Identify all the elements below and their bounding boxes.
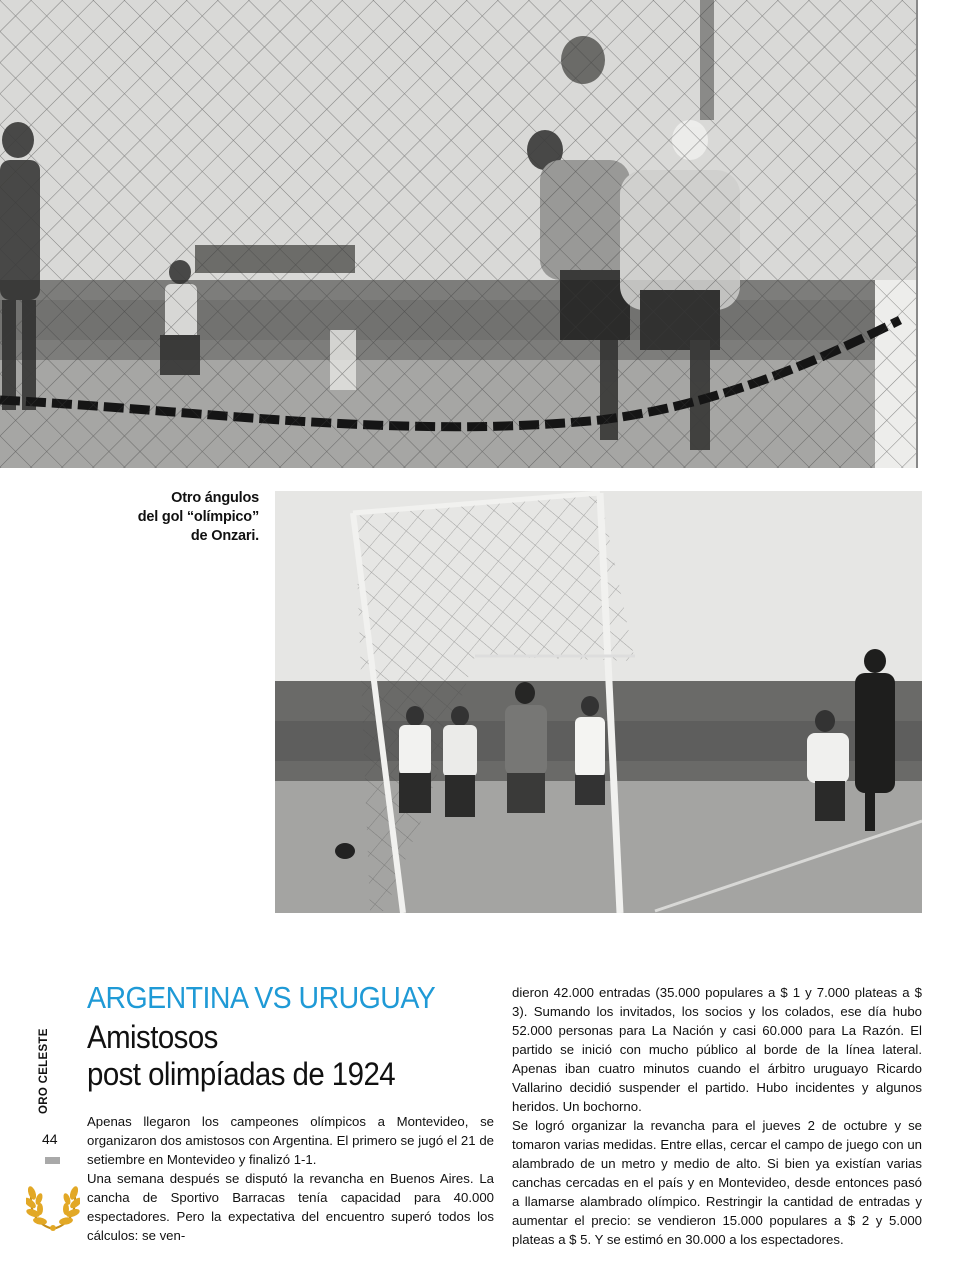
paragraph: Se logró organizar la revancha para el jueves 2 de octubre y se tomaron varias medidas. Entre ellas, cercar el campo de juego con un alambrado de un metro y medio de alto. Si bien ya existían varias canchas cercadas en el país y en Montevideo, desde entonces pasó a llamarse alambrado olímpico. Restringir la cantidad de entradas y aumentar el precio: se vendieron 15.000 populares a $ 2 y 5.000 plateas a $ 5. Y se estimó en 30.000 a los espectadores. bbox=[512, 1118, 922, 1247]
section-label: ORO CELESTE bbox=[38, 1028, 50, 1114]
article-column-right bbox=[512, 983, 922, 1249]
caption-line: Otro ángulos bbox=[171, 490, 259, 506]
article-kicker: ARGENTINA VS URUGUAY bbox=[87, 980, 436, 1015]
paragraph: Apenas llegaron los campeones olímpicos a Montevideo, se organizaron dos amistosos con Argentina. El primero se jugó el 21 de setiembre en Montevideo y finalizó 1-1. bbox=[87, 1114, 494, 1167]
caption-line: de Onzari. bbox=[190, 528, 259, 544]
page-number: 44 bbox=[42, 1131, 58, 1147]
paragraph: Una semana después se disputó la revancha en Buenos Aires. La cancha de Sportivo Barracas tenía capacidad para 40.000 espectadores. Pero la expectativa del encuentro superó todos los cálculos: se ven- bbox=[87, 1171, 494, 1243]
paragraph: dieron 42.000 entradas (35.000 populares a $ 1 y 7.000 plateas a $ 3). Sumando los invitados, los socios y los colados, ese día hubo 52.000 personas para La Nación y casi 60.000 para La Razón. El partido se inició con mucho público al borde de la línea lateral. Apenas iban cuatro minutos cuando el árbitro uruguayo Ricardo Vallarino decidió suspender el partido. Hubo incidentes y algunos heridos. Un bochorno. bbox=[512, 985, 922, 1114]
laurel-wreath-icon bbox=[26, 1175, 80, 1233]
bottom-match-photo bbox=[275, 491, 922, 913]
caption-line: del gol “olímpico” bbox=[137, 509, 259, 525]
article-headline bbox=[87, 1019, 395, 1093]
headline-line: Amistosos bbox=[87, 1019, 218, 1055]
page-number-bar bbox=[45, 1157, 60, 1164]
photo-caption bbox=[100, 489, 259, 546]
top-match-photo bbox=[0, 0, 918, 468]
article-column-left bbox=[87, 1112, 494, 1245]
headline-line: post olimpíadas de 1924 bbox=[87, 1056, 396, 1092]
